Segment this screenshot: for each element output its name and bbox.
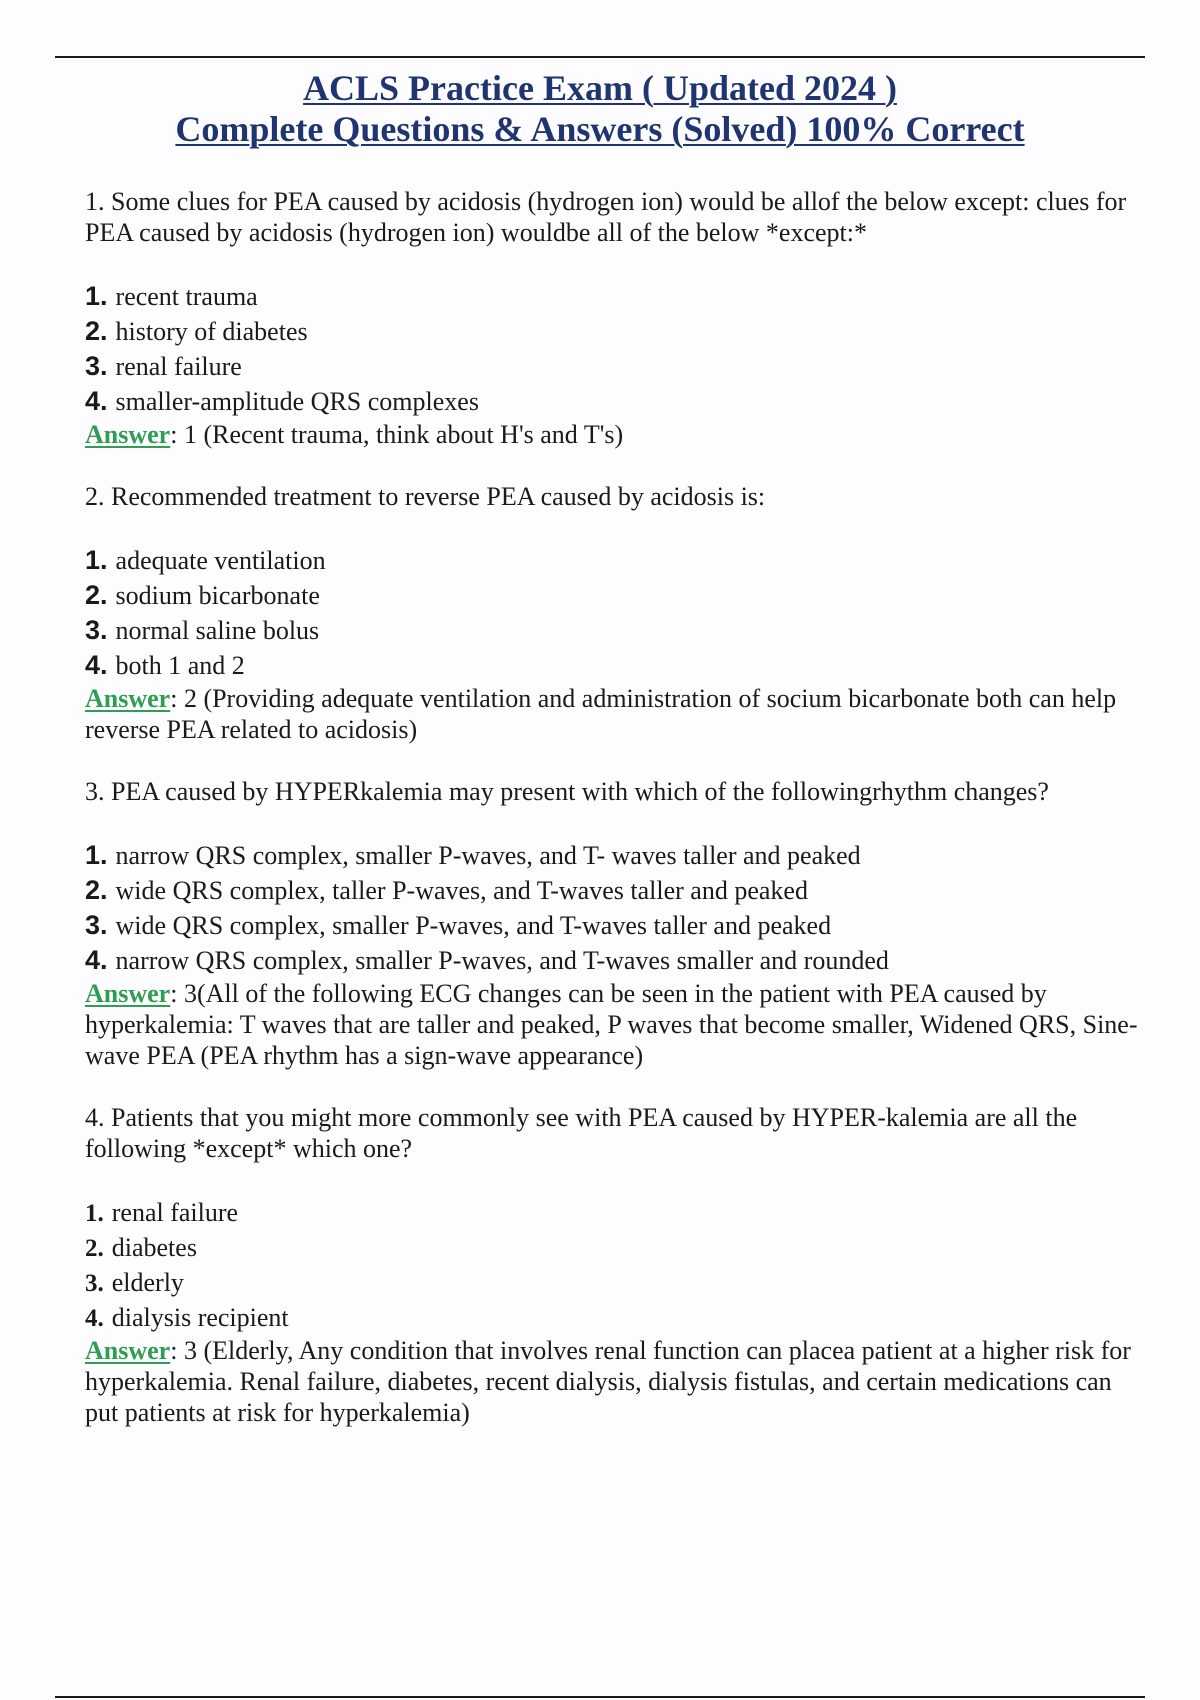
option-item (85, 943, 1145, 978)
option-item (85, 1195, 1145, 1230)
option-number: 4. (85, 945, 108, 975)
answer-line (85, 1335, 1145, 1428)
top-rule (55, 56, 1145, 58)
option-number: 1. (85, 840, 108, 870)
option-number: 3. (85, 615, 108, 645)
option-number: 1. (85, 1200, 104, 1227)
option-text: dialysis recipient (111, 1303, 289, 1332)
option-text: renal failure (111, 1198, 239, 1227)
option-text: renal failure (115, 352, 242, 381)
option-item (85, 873, 1145, 908)
question-block (85, 186, 1145, 450)
option-item (85, 349, 1145, 384)
answer-text: : 1 (Recent trauma, think about H's and T's) (170, 420, 624, 449)
option-text: adequate ventilation (115, 546, 326, 575)
option-text: history of diabetes (115, 317, 308, 346)
option-text: diabetes (111, 1233, 197, 1262)
question-text: 2. Recommended treatment to reverse PEA caused by acidosis is: (85, 482, 766, 511)
bottom-rule (55, 1696, 1145, 1698)
option-item (85, 279, 1145, 314)
option-text: wide QRS complex, taller P-waves, and T-waves taller and peaked (115, 876, 808, 905)
option-number: 2. (85, 316, 108, 346)
answer-text: : 3 (Elderly, Any condition that involves renal function can placea patient at a higher risk for hyperkalemia. Renal failure, diabetes, recent dialysis, dialysis fistulas, and certain medications can put patients at risk for hyperkalemia) (85, 1336, 1131, 1427)
option-text: normal saline bolus (115, 616, 320, 645)
option-item (85, 613, 1145, 648)
option-item (85, 1230, 1145, 1265)
question-block (85, 481, 1145, 745)
option-number: 4. (85, 650, 108, 680)
question-text: 3. PEA caused by HYPERkalemia may present with which of the followingrhythm changes? (85, 777, 1049, 806)
answer-text: : 2 (Providing adequate ventilation and administration of socium bicarbonate both can help reverse PEA related to acidosis) (85, 684, 1117, 744)
option-item (85, 384, 1145, 419)
question-block (85, 776, 1145, 1071)
answer-label: Answer (85, 684, 171, 713)
option-number: 1. (85, 281, 108, 311)
option-item (85, 543, 1145, 578)
document-title (0, 68, 1200, 150)
answer-label: Answer (85, 420, 171, 449)
option-text: narrow QRS complex, smaller P-waves, and T- waves taller and peaked (115, 841, 861, 870)
answer-line (85, 419, 1145, 450)
options-list (85, 279, 1145, 419)
option-number: 2. (85, 1235, 104, 1262)
questions-container (85, 186, 1145, 1428)
answer-label: Answer (85, 979, 171, 1008)
option-text: both 1 and 2 (115, 651, 245, 680)
title-line-1: ACLS Practice Exam ( Updated 2024 ) (303, 68, 897, 108)
answer-line (85, 978, 1145, 1071)
option-number: 4. (85, 386, 108, 416)
answer-text: : 3(All of the following ECG changes can be seen in the patient with PEA caused by hyperkalemia: T waves that are taller and peaked, P waves that become smaller, Widened QRS, Sine-wave PEA (PEA rhythm has a sign-wave appearance) (85, 979, 1138, 1070)
option-number: 3. (85, 910, 108, 940)
option-text: narrow QRS complex, smaller P-waves, and T-waves smaller and rounded (115, 946, 889, 975)
option-item (85, 648, 1145, 683)
option-number: 3. (85, 351, 108, 381)
option-item (85, 908, 1145, 943)
option-item (85, 1300, 1145, 1335)
answer-line (85, 683, 1145, 745)
question-block (85, 1102, 1145, 1428)
option-item (85, 578, 1145, 613)
option-text: elderly (111, 1268, 184, 1297)
options-list (85, 543, 1145, 683)
option-number: 2. (85, 875, 108, 905)
option-item (85, 314, 1145, 349)
option-item (85, 1265, 1145, 1300)
option-text: recent trauma (115, 282, 258, 311)
option-item (85, 838, 1145, 873)
option-text: smaller-amplitude QRS complexes (115, 387, 479, 416)
option-number: 3. (85, 1270, 104, 1297)
option-number: 2. (85, 580, 108, 610)
answer-label: Answer (85, 1336, 171, 1365)
question-text: 4. Patients that you might more commonly see with PEA caused by HYPER-kalemia are all the following *except* which one? (85, 1103, 1078, 1163)
options-list (85, 838, 1145, 978)
option-text: wide QRS complex, smaller P-waves, and T-waves taller and peaked (115, 911, 832, 940)
option-number: 4. (85, 1305, 104, 1332)
question-text: 1. Some clues for PEA caused by acidosis (hydrogen ion) would be allof the below except: clues for PEA caused by acidosis (hydrogen ion) wouldbe all of the below *except:* (85, 187, 1127, 247)
option-number: 1. (85, 545, 108, 575)
title-line-2: Complete Questions & Answers (Solved) 100% Correct (175, 109, 1025, 149)
option-text: sodium bicarbonate (115, 581, 320, 610)
options-list (85, 1195, 1145, 1335)
